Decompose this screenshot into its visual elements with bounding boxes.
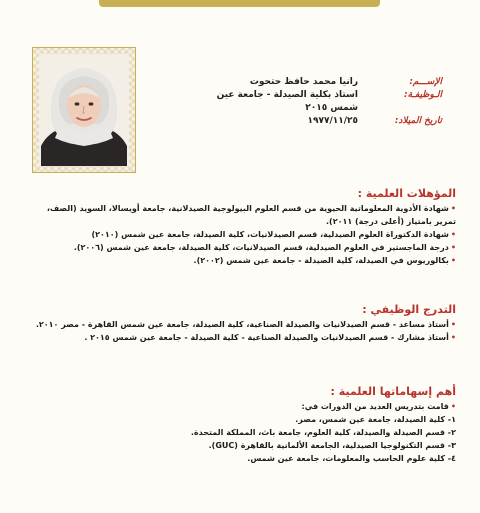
job-value: استاذ بكلية الصيدلة - جامعة عين شمس ٢٠١٥ (216, 90, 358, 113)
qualification-item: •شهادة الدكتوراة العلوم الصيدلية، قسم الصيدلانيات، كلية الصيدلة، جامعة عين شمس (٢٠١٠) (91, 230, 456, 239)
career-item: •أستاذ مشارك - قسم الصيدلانيات والصيدلة الصناعية - كلية الصيدلة - جامعة عين شمس ٢٠١٥ . (84, 333, 456, 342)
contribution-item: ٢- قسم الصيدلة والصيدلة، كلية العلوم، جامعة باث، المملكة المتحدة. (190, 428, 456, 437)
birth-row (192, 115, 442, 128)
bullet-icon: • (450, 320, 456, 329)
qualification-item: •بكالوريوس في الصيدلة، كلية الصيدلة - جامعة عين شمس (٢٠٠٢). (193, 256, 456, 265)
qualification-item: •شهادة الأدوية المعلوماتية الحيوية من قسم العلوم البيولوجية الصيدلانية، جامعة أويسالا، السويد (الصف، تمرير بامتياز (أعلى درجة) ٢٠١١). (46, 204, 456, 226)
portrait-image (39, 54, 129, 166)
bullet-icon: • (450, 204, 456, 213)
name-value: رانيا محمد حافظ حتحوت (249, 77, 358, 87)
qualifications-section (24, 186, 456, 267)
bullet-icon: • (450, 402, 456, 411)
bullet-icon: • (450, 230, 456, 239)
job-row (192, 89, 442, 115)
header-banner (99, 0, 380, 7)
career-item: •أستاذ مساعد - قسم الصيدلانيات والصيدلة الصناعية، كلية الصيدلة، جامعة عين شمس القاهرة - مصر ٢٠١٠. (35, 320, 456, 329)
career-title: التدرج الوظيفي : (362, 303, 456, 316)
contribution-item: ١- كلية الصيدلة، جامعة عين شمس، مصر. (295, 415, 456, 424)
bullet-icon: • (450, 256, 456, 265)
birth-label: تاريخ الميلاد: (394, 116, 442, 126)
name-row (192, 76, 442, 89)
contributions-section (24, 384, 456, 465)
qualifications-title: المؤهلات العلمية : (357, 187, 456, 200)
name-label: الإســـم: (409, 77, 442, 87)
bullet-icon: • (450, 243, 456, 252)
profile-photo (32, 47, 136, 173)
contribution-item: ٤- كلية علوم الحاسب والمعلومات، جامعة عين شمس. (247, 454, 456, 463)
contribution-item: ٣- قسم التكنولوجيا الصيدلية، الجامعة الألمانية بالقاهرة (GUC). (208, 441, 456, 450)
contributions-intro: •قامت بتدريس العديد من الدورات في: (301, 402, 456, 411)
birth-value: ١٩٧٧/١١/٢٥ (307, 116, 358, 126)
job-label: الـوظيفـة: (403, 90, 442, 100)
profile-info (192, 76, 442, 128)
contributions-title: أهم إسهاماتها العلمية : (330, 385, 456, 398)
qualification-item: •درجة الماجستير في العلوم الصيدلية، قسم الصيدلانيات، كلية الصيدلة، جامعة عين شمس (٢٠٠٦). (73, 243, 456, 252)
bullet-icon: • (450, 333, 456, 342)
career-section (24, 302, 456, 344)
